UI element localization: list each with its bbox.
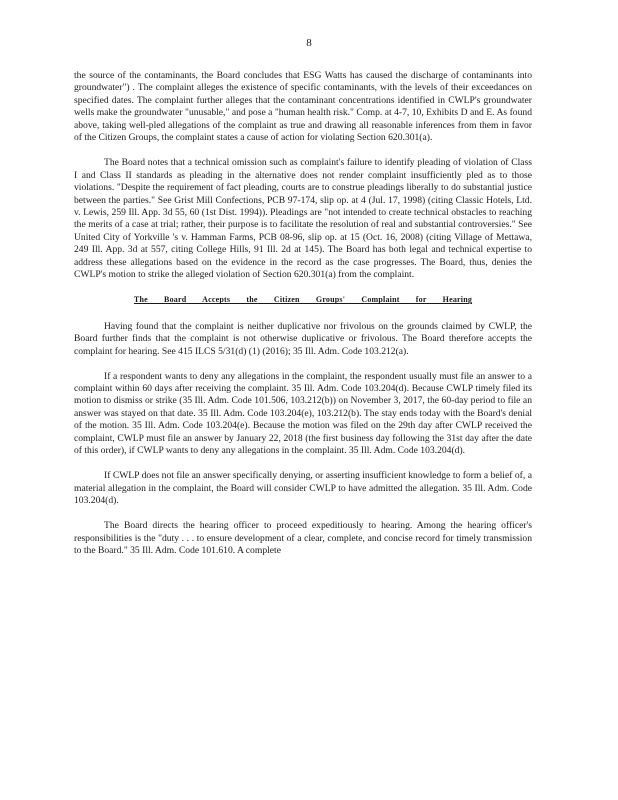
paragraph-5: If CWLP does not file an answer specifically denying, or asserting insufficient knowledge to form a belief of, a material allegation in the complaint, the Board will consider CWLP to have admitted the allegation. 35 Ill. Adm. Code 103.204(d).	[74, 470, 532, 507]
paragraph-1: the source of the contaminants, the Board concludes that ESG Watts has caused the discharge of contaminants into groundwater") . The complaint alleges the existence of specific contaminants, with the levels of their exceedances on specified dates. The complaint further alleges that the contaminant concentrations identified in CWLP's groundwater wells make the groundwater "unusable," and pose a "human health risk." Comp. at 4-7, 10, Exhibits D and E. As found above, taking well-pled allegations of the complaint as true and drawing all reasonable inferences from them in favor of the Citizen Groups, the complaint states a cause of action for violating Section 620.301(a).	[74, 70, 532, 144]
document-body	[74, 70, 532, 570]
page-number: 8	[306, 37, 312, 49]
paragraph-6: The Board directs the hearing officer to proceed expeditiously to hearing. Among the hearing officer's responsibilities is the "duty . . . to ensure development of a clear, complete, and concise record for timely transmission to the Board." 35 Ill. Adm. Code 101.610. A complete	[74, 520, 532, 556]
paragraph-3: Having found that the complaint is neither duplicative nor frivolous on the grounds claimed by CWLP, the Board further finds that the complaint is not otherwise duplicative or frivolous. The Board therefore accepts the complaint for hearing. See 415 ILCS 5/31(d) (1) (2016); 35 Ill. Adm. Code 103.212(a).	[74, 320, 532, 357]
section-heading: The Board Accepts the Citizen Groups' Complaint for Hearing	[133, 295, 473, 305]
paragraph-4: If a respondent wants to deny any allegations in the complaint, the respondent usually must file an answer to a complaint within 60 days after receiving the complaint. 35 Ill. Adm. Code 103.204(d). Because CWLP timely filed its motion to dismiss or strike (35 Ill. Adm. Code 101.506, 103.212(b)) on November 3, 2017, the 60-day period to file an answer was stayed on that date. 35 Ill. Adm. Code 103.204(e), 103.212(b). The stay ends today with the Board's denial of the motion. 35 Ill. Adm. Code 103.204(e). Because the motion was filed on the 29th day after CWLP received the complaint, CWLP must file an answer by January 22, 2018 (the first business day following the 31st day after the date of this order), if CWLP wants to deny any allegations in the complaint. 35 Ill. Adm. Code 103.204(d).	[74, 370, 532, 457]
paragraph-2: The Board notes that a technical omission such as complaint's failure to identify pleading of violation of Class I and Class II standards as pleading in the alternative does not render complaint insufficiently pled as to those violations. "Despite the requirement of fact pleading, courts are to construe pleadings liberally to do substantial justice between the parties." See Grist Mill Confections, PCB 97-174, slip op. at 4 (Jul. 17, 1998) (citing Classic Hotels, Ltd. v. Lewis, 259 Ill. App. 3d 55, 60 (1st Dist. 1994)). Pleadings are "not intended to create technical obstacles to reaching the merits of a case at trial; rather, their purpose is to facilitate the resolution of real and substantial controversies." See United City of Yorkville 's v. Hamman Farms, PCB 08-96, slip op. at 15 (Oct. 16, 2008) (citing Village of Mettawa, 249 Ill. App. 3d at 557, citing College Hills, 91 Ill. 2d at 145). The Board has both legal and technical expertise to address these allegations based on the evidence in the record as the case progresses. The Board, thus, denies the CWLP's motion to strike the alleged violation of Section 620.301(a) from the complaint.	[74, 157, 532, 281]
